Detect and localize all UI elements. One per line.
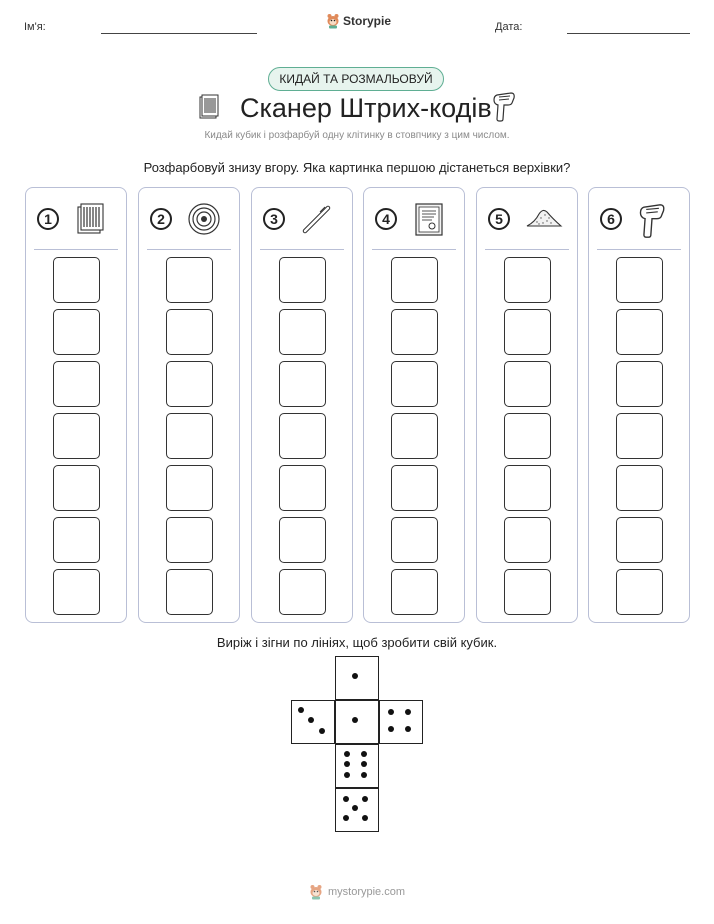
date-label: Дата: <box>495 21 523 33</box>
die-pip <box>388 709 394 715</box>
race-column-4 <box>363 187 465 623</box>
column-number: 3 <box>263 208 285 230</box>
color-cell[interactable] <box>504 361 551 407</box>
die-pip <box>344 751 350 757</box>
color-cell[interactable] <box>53 465 100 511</box>
brand-logo <box>326 13 391 29</box>
color-cell[interactable] <box>279 309 326 355</box>
color-cell[interactable] <box>279 413 326 459</box>
column-header <box>477 200 577 240</box>
barcode-scanner-icon <box>491 91 517 123</box>
color-cell[interactable] <box>391 569 438 615</box>
column-number: 6 <box>600 208 622 230</box>
die-face-3[interactable] <box>291 700 335 744</box>
color-cell[interactable] <box>391 517 438 563</box>
die-face-6[interactable] <box>335 744 379 788</box>
race-column-1 <box>25 187 127 623</box>
die-pip <box>361 751 367 757</box>
barcode-label-stack-icon <box>74 202 106 241</box>
barcode-label-stack-icon <box>198 94 220 120</box>
sand-pile-icon <box>525 202 563 237</box>
page-title: Сканер Штрих-кодів <box>240 93 492 123</box>
race-column-5 <box>476 187 578 623</box>
die-pip <box>388 726 394 732</box>
color-cell[interactable] <box>391 465 438 511</box>
color-cell[interactable] <box>279 361 326 407</box>
brand-name: Storypie <box>343 14 392 28</box>
column-number: 5 <box>488 208 510 230</box>
color-cell[interactable] <box>616 517 663 563</box>
die-face-4[interactable] <box>379 700 423 744</box>
race-column-3 <box>251 187 353 623</box>
color-cell[interactable] <box>166 257 213 303</box>
color-cell[interactable] <box>53 309 100 355</box>
coloring-instruction: Розфарбовуй знизу вгору. Яка картинка першою дістанеться верхівки? <box>143 160 571 175</box>
color-cell[interactable] <box>166 413 213 459</box>
color-cell[interactable] <box>391 413 438 459</box>
column-header <box>589 200 689 240</box>
column-number: 4 <box>375 208 397 230</box>
die-pip <box>343 796 349 802</box>
column-header <box>26 200 126 240</box>
certificate-icon <box>412 202 446 243</box>
die-pip <box>352 673 358 679</box>
color-cell[interactable] <box>504 517 551 563</box>
column-divider <box>372 249 456 250</box>
color-cell[interactable] <box>504 465 551 511</box>
color-cell[interactable] <box>279 569 326 615</box>
color-cell[interactable] <box>53 569 100 615</box>
race-column-2 <box>138 187 240 623</box>
color-cell[interactable] <box>616 257 663 303</box>
column-divider <box>260 249 344 250</box>
cut-instruction: Виріж і зігни по лініях, щоб зробити свій кубик. <box>216 635 498 650</box>
name-label: Ім'я: <box>24 21 46 33</box>
subtitle: Кидай кубик і розфарбуй одну клітинку в стовпчику з цим числом. <box>204 130 510 141</box>
concentric-circles-icon <box>187 202 221 241</box>
die-pip <box>361 772 367 778</box>
color-cell[interactable] <box>53 517 100 563</box>
die-pip <box>344 761 350 767</box>
storypie-mascot-icon <box>309 884 323 900</box>
activity-badge <box>268 67 444 91</box>
color-cell[interactable] <box>279 465 326 511</box>
die-pip <box>344 772 350 778</box>
color-cell[interactable] <box>53 361 100 407</box>
color-cell[interactable] <box>166 361 213 407</box>
color-cell[interactable] <box>166 465 213 511</box>
column-divider <box>34 249 118 250</box>
color-cell[interactable] <box>504 569 551 615</box>
column-divider <box>597 249 681 250</box>
date-line[interactable] <box>567 33 690 34</box>
die-pip <box>319 728 325 734</box>
column-header <box>364 200 464 240</box>
column-number: 1 <box>37 208 59 230</box>
color-cell[interactable] <box>166 569 213 615</box>
column-header <box>252 200 352 240</box>
color-cell[interactable] <box>391 257 438 303</box>
laser-beam-icon <box>300 202 334 241</box>
name-line[interactable] <box>101 33 257 34</box>
die-pip <box>405 709 411 715</box>
die-pip <box>362 796 368 802</box>
color-cell[interactable] <box>53 257 100 303</box>
color-cell[interactable] <box>166 309 213 355</box>
column-number: 2 <box>150 208 172 230</box>
footer-url: mystorypie.com <box>328 886 406 898</box>
color-cell[interactable] <box>53 413 100 459</box>
color-cell[interactable] <box>279 517 326 563</box>
die-pip <box>352 717 358 723</box>
column-divider <box>485 249 569 250</box>
color-cell[interactable] <box>504 309 551 355</box>
die-pip <box>308 717 314 723</box>
color-cell[interactable] <box>391 361 438 407</box>
color-cell[interactable] <box>391 309 438 355</box>
race-column-6 <box>588 187 690 623</box>
die-pip <box>362 815 368 821</box>
color-cell[interactable] <box>616 309 663 355</box>
color-cell[interactable] <box>616 569 663 615</box>
die-pip <box>405 726 411 732</box>
die-face-1[interactable] <box>335 656 379 700</box>
color-cell[interactable] <box>504 257 551 303</box>
die-pip <box>343 815 349 821</box>
color-cell[interactable] <box>616 361 663 407</box>
storypie-mascot-icon <box>326 13 340 29</box>
title-row <box>0 90 714 130</box>
color-cell[interactable] <box>616 413 663 459</box>
footer <box>309 884 405 900</box>
die-face-1-center[interactable] <box>335 700 379 744</box>
die-pip <box>361 761 367 767</box>
die-pip <box>352 805 358 811</box>
color-cell[interactable] <box>166 517 213 563</box>
barcode-scanner-icon <box>637 202 667 245</box>
color-cell[interactable] <box>279 257 326 303</box>
column-header <box>139 200 239 240</box>
color-cell[interactable] <box>616 465 663 511</box>
die-pip <box>298 707 304 713</box>
color-cell[interactable] <box>504 413 551 459</box>
column-divider <box>147 249 231 250</box>
die-face-5[interactable] <box>335 788 379 832</box>
activity-badge-text: КИДАЙ ТА РОЗМАЛЬОВУЙ <box>279 72 433 86</box>
